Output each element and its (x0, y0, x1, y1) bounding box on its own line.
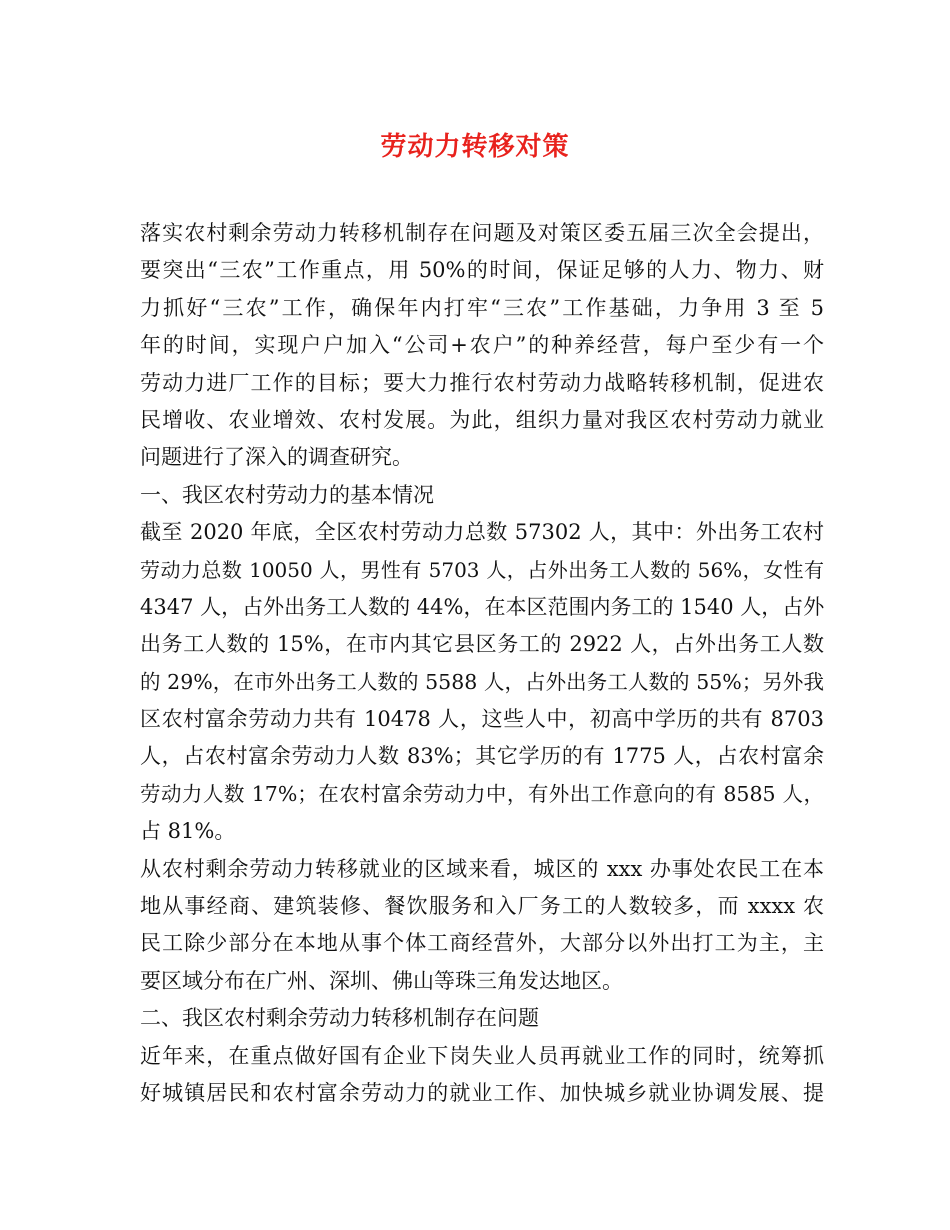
text-line: 问题进行了深入的调查研究。 (140, 445, 413, 470)
text-line: 截至 2020 年底，全区农村劳动力总数 57302 人，其中：外出务工农村 (140, 520, 824, 545)
text-line: 力抓好“三农”工作，确保年内打牢“三农”工作基础，力争用 3 至 5 (140, 295, 824, 320)
text-line: 出务工人数的 15%，在市内其它县区务工的 2922 人，占外出务工人数 (140, 632, 824, 657)
text-line: 劳动力人数 17%；在农村富余劳动力中，有外出工作意向的有 8585 人， (140, 781, 824, 806)
text-line: 近年来，在重点做好国有企业下岗失业人员再就业工作的同时，统筹抓 (140, 1043, 824, 1068)
text-line: 人，占农村富余劳动力人数 83%；其它学历的有 1775 人，占农村富余 (140, 744, 824, 769)
text-line: 要突出“三农”工作重点，用 50%的时间，保证足够的人力、物力、财 (140, 258, 824, 283)
text-line: 落实农村剩余劳动力转移机制存在问题及对策区委五届三次全会提出， (140, 221, 824, 245)
text-line: 区农村富余劳动力共有 10478 人，这些人中，初高中学历的共有 8703 (140, 707, 824, 732)
document-body (140, 215, 824, 1112)
text-line: 民增收、农业增效、农村发展。为此，组织力量对我区农村劳动力就业 (140, 407, 824, 432)
text-line: 二、我区农村剩余劳动力转移机制存在问题 (140, 1006, 539, 1031)
text-line: 民工除少部分在本地从事个体工商经营外，大部分以外出打工为主，主 (140, 931, 824, 956)
text-line: 劳动力总数 10050 人，男性有 5703 人，占外出务工人数的 56%，女性有 (140, 557, 824, 582)
text-line: 要区域分布在广州、深圳、佛山等珠三角发达地区。 (140, 968, 623, 993)
text-line: 的 29%，在市外出务工人数的 5588 人，占外出务工人数的 55%；另外我 (140, 669, 824, 694)
text-line: 劳动力进厂工作的目标；要大力推行农村劳动力战略转移机制，促进农 (140, 370, 824, 395)
text-line: 一、我区农村劳动力的基本情况 (140, 482, 434, 507)
text-line: 地从事经商、建筑装修、餐饮服务和入厂务工的人数较多，而 xxxx 农 (140, 894, 824, 919)
text-line: 从农村剩余劳动力转移就业的区域来看，城区的 xxx 办事处农民工在本 (140, 856, 824, 881)
text-line: 4347 人，占外出务工人数的 44%，在本区范围内务工的 1540 人，占外 (140, 594, 825, 619)
text-line: 年的时间，实现户户加入“公司+农户”的种养经营，每户至少有一个 (140, 333, 824, 358)
text-line: 好城镇居民和农村富余劳动力的就业工作、加快城乡就业协调发展、提 (140, 1080, 824, 1105)
text-line: 占 81%。 (140, 819, 236, 844)
document-title: 劳动力转移对策 (380, 132, 570, 162)
